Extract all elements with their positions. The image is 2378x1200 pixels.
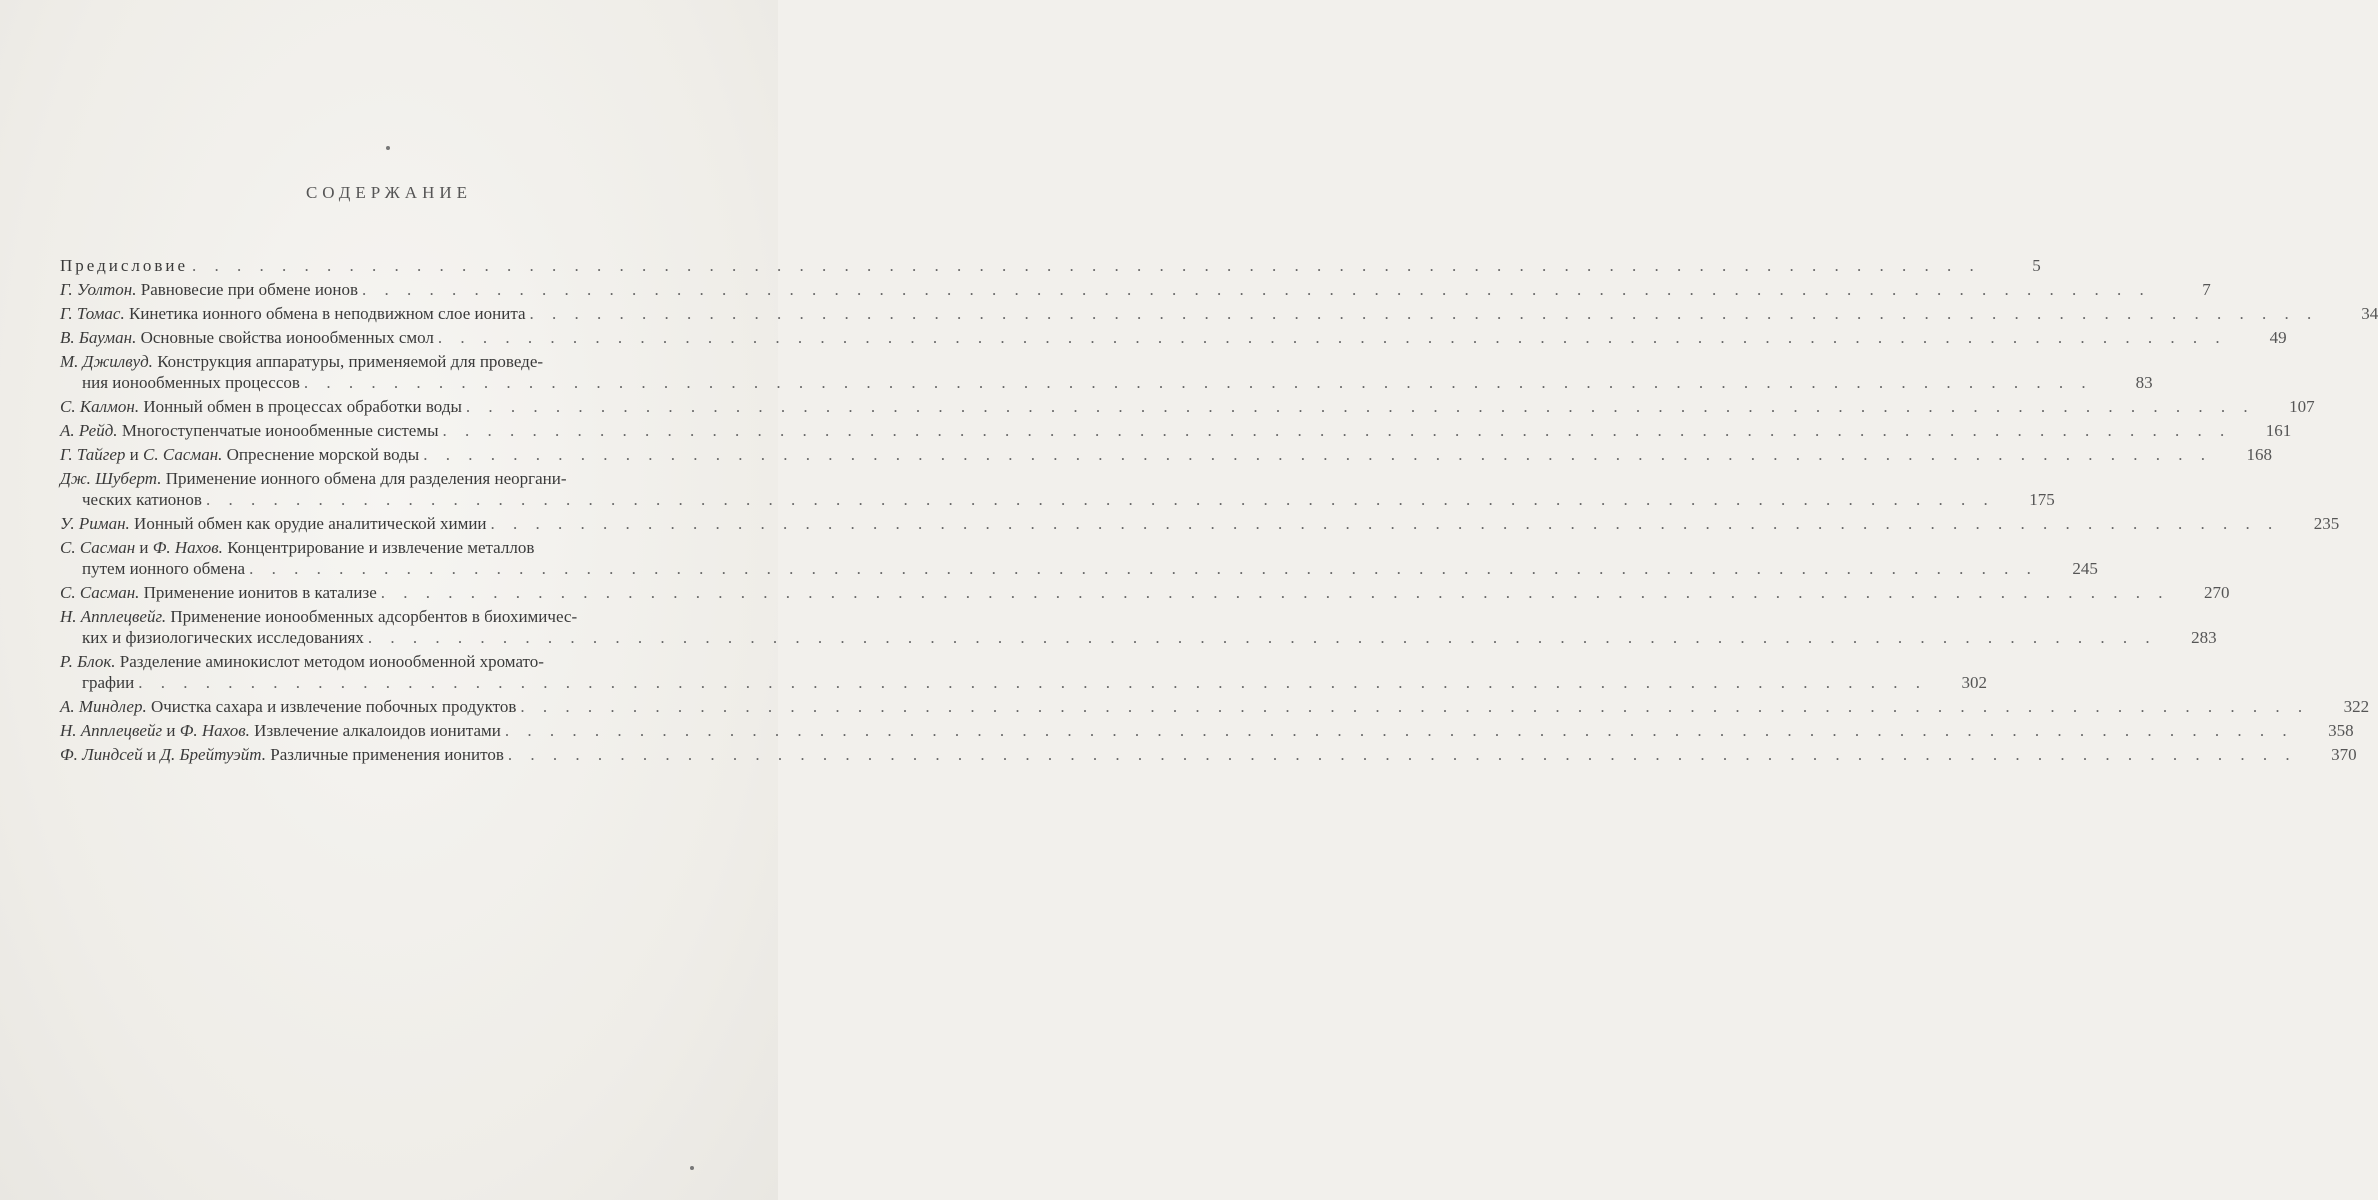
dot-leaders: . . . . . . . . . . . . . . . . . . . . . . . . . . . . . . . . . . . . . . . . . . . . . . . . . . . . . . . . . . . . . . . . . . . . . . . . . . . . . . . . bbox=[192, 256, 1981, 275]
toc-title: Многоступенчатые ионообменные системы bbox=[121, 421, 439, 440]
toc-entry bbox=[60, 396, 2315, 417]
dot-leaders: . . . . . . . . . . . . . . . . . . . . . . . . . . . . . . . . . . . . . . . . . . . . . . . . . . . . . . . . . . . . . . . . . . . . . . . . . . . . . . . . bbox=[303, 373, 2093, 392]
toc-page-number: 161 bbox=[2265, 421, 2292, 440]
page-title: СОДЕРЖАНИЕ bbox=[305, 183, 473, 202]
toc-title: Разделение аминокислот методом ионообменной хромато- bbox=[119, 652, 544, 671]
toc-entry bbox=[60, 420, 2292, 441]
toc-entry bbox=[60, 279, 2211, 300]
toc-page-number: 283 bbox=[2191, 628, 2217, 647]
toc-title: Равновесие при обмене ионов bbox=[140, 280, 359, 299]
toc-entry bbox=[60, 351, 2153, 393]
toc-entry bbox=[60, 444, 2272, 465]
toc-title: Применение ионного обмена для разделения неоргани- bbox=[165, 469, 567, 488]
toc-entry bbox=[60, 606, 2217, 648]
toc-title: Конструкция аппаратуры, применяемой для проведе- bbox=[157, 352, 544, 371]
dot-leaders: . . . . . . . . . . . . . . . . . . . . . . . . . . . . . . . . . . . . . . . . . . . . . . . . . . . . . . . . . . . . . . . . . . . . . . . . . . . . . . . . bbox=[465, 397, 2255, 416]
toc-page-number: 370 bbox=[2331, 745, 2357, 764]
toc-title: Предисловие bbox=[60, 256, 189, 275]
dot-leaders: . . . . . . . . . . . . . . . . . . . . . . . . . . . . . . . . . . . . . . . . . . . . . . . . . . . . . . . . . . . . . . . . . . . . . . . . . . . . . . . . bbox=[442, 421, 2232, 440]
toc-author: Р. Блок. bbox=[60, 652, 116, 671]
dot-leaders: . . . . . . . . . . . . . . . . . . . . . . . . . . . . . . . . . . . . . . . . . . . . . . . . . . . . . . . . . . . . . . . . . . . . . . . . . . . . . . . . bbox=[520, 697, 2310, 716]
dot-leaders: . . . . . . . . . . . . . . . . . . . . . . . . . . . . . . . . . . . . . . . . . . . . . . . . . . . . . . . . . . . . . . . . . . . . . . . . . . . . . . . . bbox=[249, 559, 2038, 578]
toc-page-number: 358 bbox=[2328, 721, 2354, 740]
toc-page-number: 302 bbox=[1961, 673, 1987, 692]
toc-author: С. Сасман. bbox=[60, 583, 140, 602]
toc-entry bbox=[60, 513, 2340, 534]
toc-author: А. Миндлер. bbox=[60, 697, 147, 716]
toc-author: Г. Тайгер bbox=[60, 445, 126, 464]
toc-page-number: 245 bbox=[2072, 559, 2098, 578]
toc-author-join: и bbox=[125, 445, 144, 464]
toc-entry bbox=[60, 327, 2287, 348]
toc-page-number: 107 bbox=[2289, 397, 2315, 416]
toc-entry bbox=[60, 651, 1987, 693]
toc-author: С. Калмон. bbox=[60, 397, 140, 416]
toc-author: У. Риман. bbox=[60, 514, 130, 533]
toc-title: Очистка сахара и извлечение побочных продуктов bbox=[150, 697, 517, 716]
toc-title: Применение ионообменных адсорбентов в биохимичес- bbox=[170, 607, 578, 626]
toc-author-join: и bbox=[142, 745, 161, 764]
toc-entry bbox=[60, 696, 2370, 717]
toc-author: Н. Апплецвейг. bbox=[60, 607, 167, 626]
toc-author-join: и bbox=[135, 538, 153, 557]
toc-author: В. Бауман. bbox=[60, 328, 137, 347]
toc-title-continued: путем ионного обмена bbox=[82, 559, 246, 578]
toc-entry bbox=[60, 582, 2230, 603]
dot-leaders: . . . . . . . . . . . . . . . . . . . . . . . . . . . . . . . . . . . . . . . . . . . . . . . . . . . . . . . . . . . . . . . . . . . . . . . . . . . . . . . . bbox=[362, 280, 2151, 299]
toc-author-join: и bbox=[162, 721, 180, 740]
toc-title: Ионный обмен как орудие аналитической химии bbox=[134, 514, 487, 533]
toc-title: Опреснение морской воды bbox=[226, 445, 420, 464]
toc-author: Н. Апплецвейг bbox=[60, 721, 163, 740]
toc-author: М. Джилвуд. bbox=[60, 352, 153, 371]
toc-page-number: 83 bbox=[2135, 373, 2153, 392]
toc-author: Ф. Линдсей bbox=[60, 745, 143, 764]
toc-author: Д. Брейтуэйт. bbox=[160, 745, 266, 764]
toc-title: Применение ионитов в катализе bbox=[143, 583, 377, 602]
toc-title-continued: ния ионообменных процессов bbox=[82, 373, 300, 392]
print-speck bbox=[690, 1166, 694, 1170]
toc-title: Основные свойства ионообменных смол bbox=[140, 328, 434, 347]
dot-leaders: . . . . . . . . . . . . . . . . . . . . . . . . . . . . . . . . . . . . . . . . . . . . . . . . . . . . . . . . . . . . . . . . . . . . . . . . . . . . . . . . bbox=[138, 673, 1927, 692]
toc-page-number: 235 bbox=[2313, 514, 2340, 533]
toc-title-continued: графии bbox=[82, 673, 135, 692]
toc-author: С. Сасман. bbox=[143, 445, 223, 464]
toc-entry bbox=[60, 720, 2354, 741]
toc-page-number: 5 bbox=[2032, 256, 2041, 275]
dot-leaders: . . . . . . . . . . . . . . . . . . . . . . . . . . . . . . . . . . . . . . . . . . . . . . . . . . . . . . . . . . . . . . . . . . . . . . . . . . . . . . . . bbox=[437, 328, 2227, 347]
toc-entry bbox=[60, 303, 2378, 324]
toc-title: Концентрирование и извлечение металлов bbox=[227, 538, 535, 557]
toc-author: Дж. Шуберт. bbox=[60, 469, 162, 488]
toc-page-number: 270 bbox=[2204, 583, 2230, 602]
toc-title: Извлечение алкалоидов ионитами bbox=[254, 721, 501, 740]
dot-leaders: . . . . . . . . . . . . . . . . . . . . . . . . . . . . . . . . . . . . . . . . . . . . . . . . . . . . . . . . . . . . . . . . . . . . . . . . . . . . . . . . bbox=[380, 583, 2170, 602]
table-of-contents bbox=[60, 255, 2378, 768]
dot-leaders: . . . . . . . . . . . . . . . . . . . . . . . . . . . . . . . . . . . . . . . . . . . . . . . . . . . . . . . . . . . . . . . . . . . . . . . . . . . . . . . . bbox=[367, 628, 2157, 647]
dot-leaders: . . . . . . . . . . . . . . . . . . . . . . . . . . . . . . . . . . . . . . . . . . . . . . . . . . . . . . . . . . . . . . . . . . . . . . . . . . . . . . . . bbox=[504, 721, 2294, 740]
toc-page-number: 7 bbox=[2202, 280, 2211, 299]
toc-page-number: 175 bbox=[2029, 490, 2055, 509]
toc-entry bbox=[60, 744, 2357, 765]
toc-author: Ф. Нахов. bbox=[152, 538, 223, 557]
toc-entry bbox=[60, 537, 2098, 579]
toc-title-continued: ческих катионов bbox=[82, 490, 202, 509]
toc-title: Различные применения ионитов bbox=[270, 745, 504, 764]
toc-author: А. Рейд. bbox=[60, 421, 118, 440]
toc-page-number: 322 bbox=[2343, 697, 2370, 716]
dot-leaders: . . . . . . . . . . . . . . . . . . . . . . . . . . . . . . . . . . . . . . . . . . . . . . . . . . . . . . . . . . . . . . . . . . . . . . . . . . . . . . . . bbox=[205, 490, 1995, 509]
toc-entry bbox=[60, 468, 2055, 510]
toc-author: С. Сасман bbox=[60, 538, 136, 557]
dot-leaders: . . . . . . . . . . . . . . . . . . . . . . . . . . . . . . . . . . . . . . . . . . . . . . . . . . . . . . . . . . . . . . . . . . . . . . . . . . . . . . . . bbox=[507, 745, 2297, 764]
toc-title: Кинетика ионного обмена в неподвижном слое ионита bbox=[128, 304, 526, 323]
dot-leaders: . . . . . . . . . . . . . . . . . . . . . . . . . . . . . . . . . . . . . . . . . . . . . . . . . . . . . . . . . . . . . . . . . . . . . . . . . . . . . . . . bbox=[529, 304, 2319, 323]
toc-page-number: 49 bbox=[2269, 328, 2287, 347]
toc-page-number: 34 bbox=[2361, 304, 2378, 323]
toc-author: Г. Томас. bbox=[60, 304, 125, 323]
toc-entry bbox=[60, 255, 2041, 276]
toc-author: Г. Уолтон. bbox=[60, 280, 137, 299]
dot-leaders: . . . . . . . . . . . . . . . . . . . . . . . . . . . . . . . . . . . . . . . . . . . . . . . . . . . . . . . . . . . . . . . . . . . . . . . . . . . . . . . . bbox=[423, 445, 2212, 464]
toc-title-continued: ких и физиологических исследованиях bbox=[82, 628, 364, 647]
toc-author: Ф. Нахов. bbox=[179, 721, 250, 740]
toc-title: Ионный обмен в процессах обработки воды bbox=[143, 397, 462, 416]
toc-page-number: 168 bbox=[2246, 445, 2272, 464]
dot-leaders: . . . . . . . . . . . . . . . . . . . . . . . . . . . . . . . . . . . . . . . . . . . . . . . . . . . . . . . . . . . . . . . . . . . . . . . . . . . . . . . . bbox=[490, 514, 2280, 533]
print-speck bbox=[386, 146, 390, 150]
